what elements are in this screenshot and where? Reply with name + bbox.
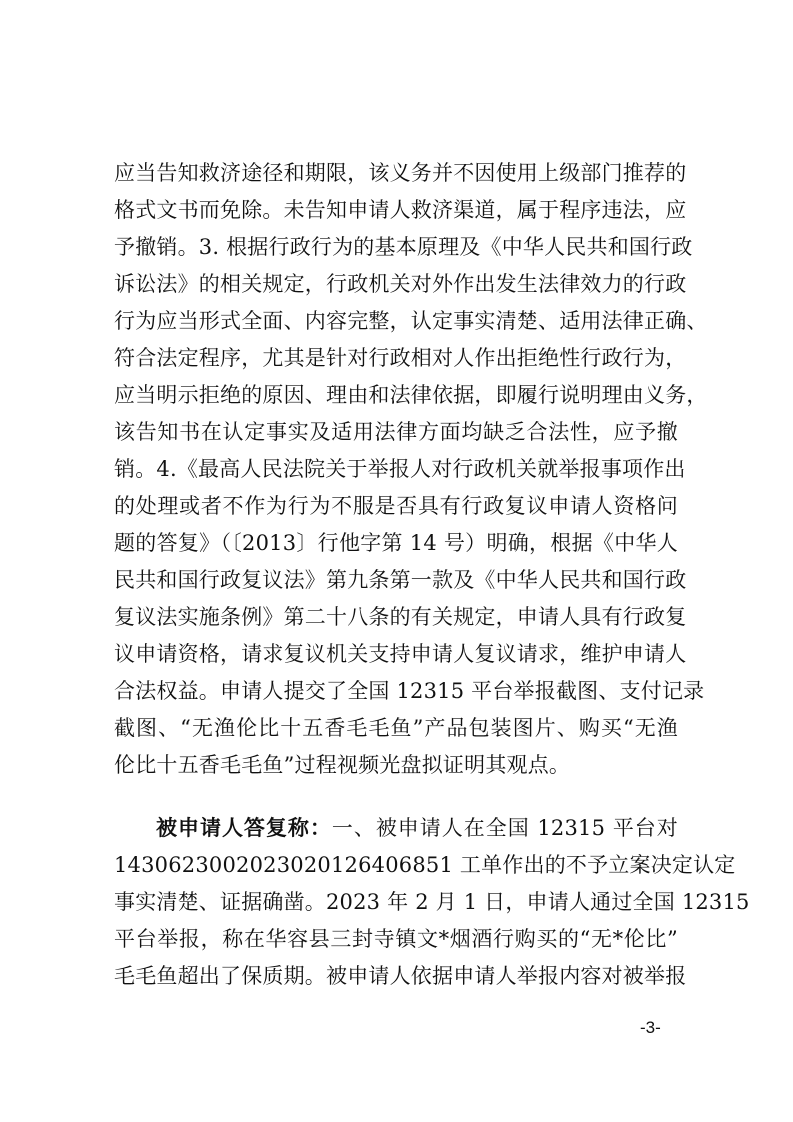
paragraph-line: 民共和国行政复议法》第九条第一款及《中华人民共和国行政 xyxy=(114,568,687,592)
paragraph-line: 该告知书在认定事实及适用法律方面均缺乏合法性，应予撤 xyxy=(114,420,678,444)
paragraph-line: 毛毛鱼超出了保质期。被申请人依据申请人举报内容对被举报 xyxy=(114,964,687,988)
paragraph-line: 诉讼法》的相关规定，行政机关对外作出发生法律效力的行政 xyxy=(114,272,687,296)
respondent-reply-heading: 被申请人答复称： xyxy=(156,815,332,840)
paragraph-line: 平台举报，称在华容县三封寺镇文*烟酒行购买的“无*伦比” xyxy=(114,927,678,951)
paragraph-line: 14306230020230201264068​51 工单作出的不予立案决定认定 xyxy=(114,853,736,877)
paragraph-line: 截图、“无渔伦比十五香毛毛鱼”产品包装图片、购买“无渔 xyxy=(114,716,678,740)
paragraph-text: 一、被申请人在全国 12315 平台对 xyxy=(331,816,678,840)
paragraph-line: 符合法定程序，尤其是针对行政相对人作出拒绝性行政行为， xyxy=(114,346,687,370)
paragraph-line: 销。4.《最高人民法院关于举报人对行政机关就举报事项作出 xyxy=(114,457,686,481)
paragraph-line: 议申请资格，请求复议机关支持申请人复议请求，维护申请人 xyxy=(114,642,687,666)
paragraph-line: 应当告知救济途径和期限，该义务并不因使用上级部门推荐的 xyxy=(114,161,687,185)
paragraph-line: 应当明示拒绝的原因、理由和法律依据，即履行说明理由义务， xyxy=(114,383,708,407)
page-number: -3- xyxy=(640,1018,661,1037)
paragraph-line: 伦比十五香毛毛鱼”过程视频光盘拟证明其观点。 xyxy=(114,753,571,777)
paragraph-line: 合法权益。申请人提交了全国 12315 平台举报截图、支付记录 xyxy=(114,679,705,703)
paragraph-line: 题的答复》（〔2013〕行他字第 14 号）明确，根据《中华人 xyxy=(114,531,678,555)
paragraph-line: 予撤销。3. 根据行政行为的基本原理及《中华人民共和国行政 xyxy=(114,235,693,259)
paragraph-line: 格式文书而免除。未告知申请人救济渠道，属于程序违法，应 xyxy=(114,198,687,222)
respondent-reply-first-line xyxy=(156,810,678,846)
paragraph-line: 行为应当形式全面、内容完整，认定事实清楚、适用法律正确、 xyxy=(114,309,708,333)
paragraph-line: 事实清楚、证据确凿。2023 年 2 月 1 日，申请人通过全国 12315 xyxy=(114,890,750,914)
paragraph-line: 的处理或者不作为行为不服是否具有行政复议申请人资格问 xyxy=(114,494,678,518)
paragraph-line: 复议法实施条例》第二十八条的有关规定，申请人具有行政复 xyxy=(114,605,687,629)
